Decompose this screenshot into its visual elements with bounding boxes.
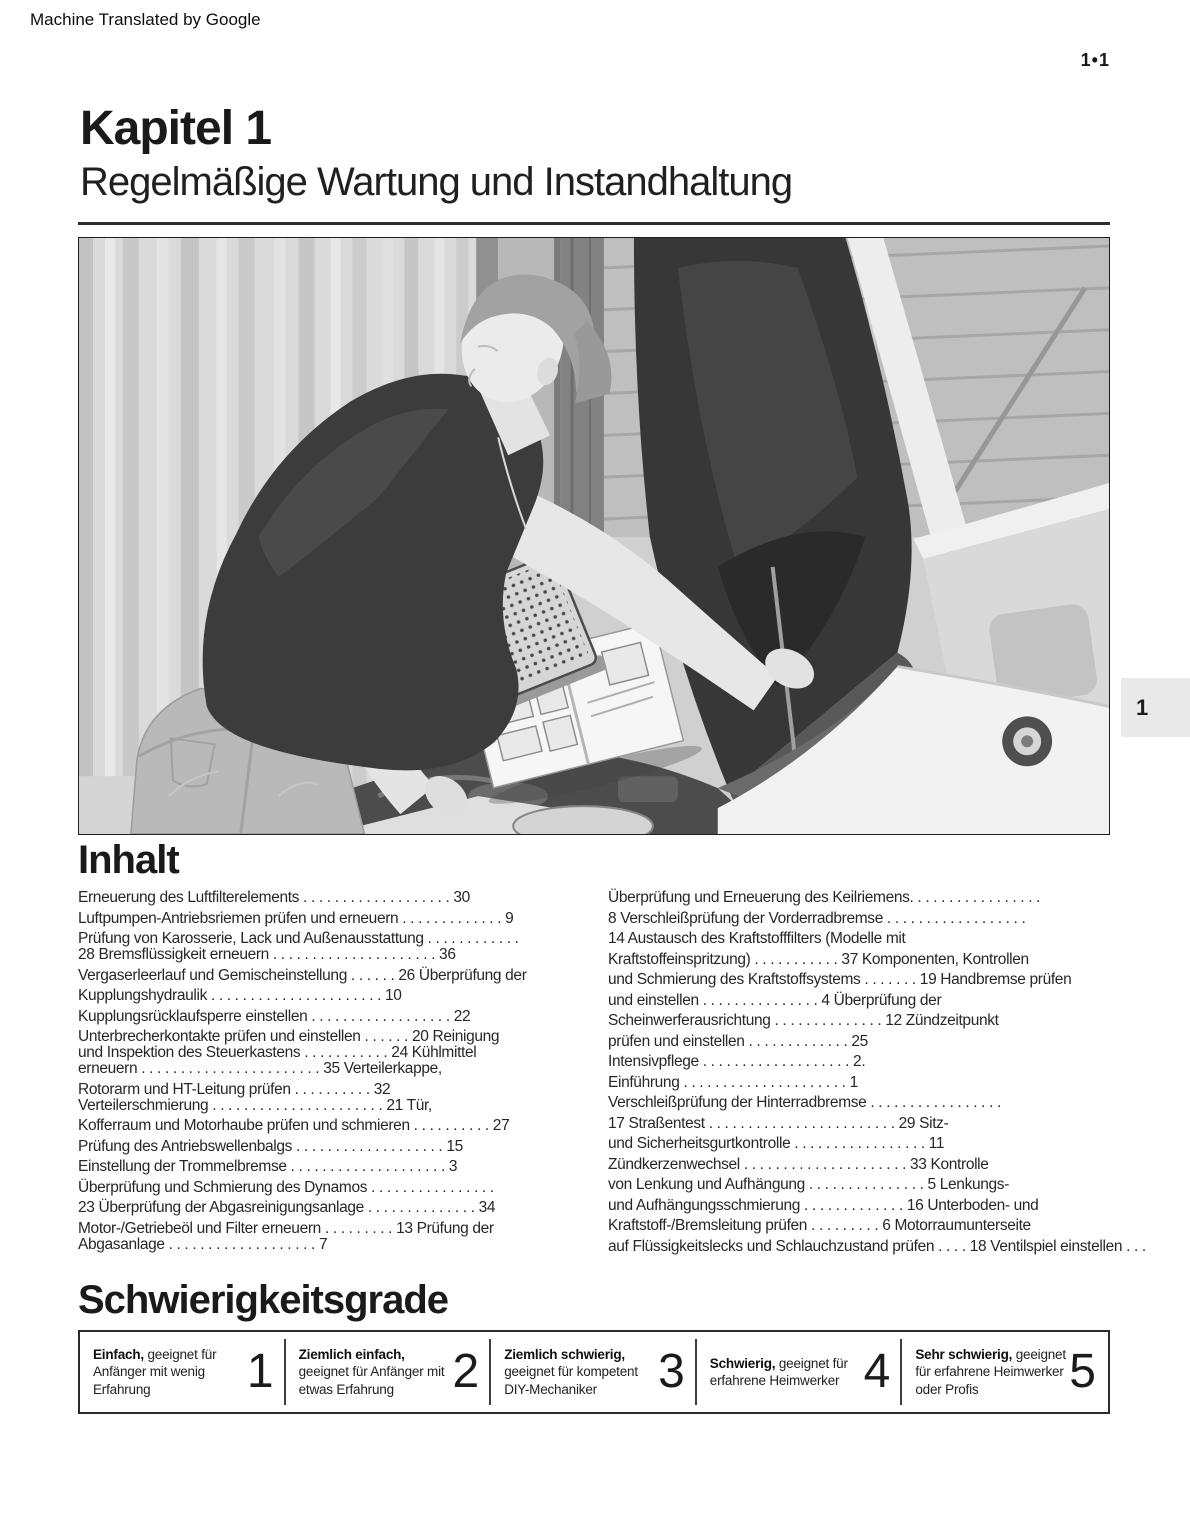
difficulty-number: 1: [246, 1345, 274, 1398]
toc-column-right: [608, 889, 1190, 1258]
difficulty-scale-box: [78, 1330, 1110, 1414]
toc-entry: [78, 910, 578, 931]
page-number: 1•1: [1080, 50, 1110, 70]
toc-entry: [608, 1135, 1190, 1156]
toc-line: und Inspektion des Steuerkastens . . . . . . . . . . . 24 Kühlmittel: [78, 1044, 477, 1061]
header-rule: [78, 222, 1110, 225]
difficulty-number: 4: [863, 1345, 891, 1398]
contents-heading: Inhalt: [78, 838, 179, 882]
chapter-photo: [78, 237, 1110, 835]
toc-line: Luftpumpen-Antriebsriemen prüfen und erneuern . . . . . . . . . . . . . 9: [78, 909, 514, 927]
toc-line: Vergaserleerlauf und Gemischeinstellung . . . . . . 26 Überprüfung der: [78, 966, 527, 984]
table-of-contents: [78, 889, 1188, 1258]
toc-line: 23 Überprüfung der Abgasreinigungsanlage . . . . . . . . . . . . . . 34: [78, 1199, 496, 1216]
toc-entry: [608, 1094, 1190, 1115]
difficulty-number: 2: [452, 1345, 480, 1398]
photo-illustration: [79, 238, 1109, 834]
difficulty-description: Schwierig, geeignet für erfahrene Heimwerker: [709, 1355, 848, 1388]
side-tab-label: 1: [1136, 694, 1149, 720]
toc-line: und Sicherheitsgurtkontrolle . . . . . . . . . . . . . . . . . 11: [608, 1135, 945, 1152]
toc-line: und Aufhängungsschmierung . . . . . . . . . . . . . 16 Unterboden- und: [608, 1196, 1039, 1214]
toc-line: Zündkerzenwechsel . . . . . . . . . . . . . . . . . . . . . 33 Kontrolle: [608, 1155, 989, 1173]
toc-line: Erneuerung des Luftfilterelements . . . . . . . . . . . . . . . . . . . 30: [78, 889, 470, 906]
toc-line: Prüfung des Antriebswellenbalgs . . . . . . . . . . . . . . . . . . . 15: [78, 1137, 463, 1155]
toc-line: und einstellen . . . . . . . . . . . . . . . 4 Überprüfung der: [608, 991, 942, 1009]
translation-watermark: Machine Translated by Google: [30, 10, 261, 29]
toc-line: Rotorarm und HT-Leitung prüfen . . . . . . . . . . 32: [78, 1080, 391, 1098]
toc-line: Abgasanlage . . . . . . . . . . . . . . . . . . . 7: [78, 1235, 328, 1253]
difficulty-number: 3: [658, 1345, 685, 1398]
toc-line: Prüfung von Karosserie, Lack und Außenausstattung . . . . . . . . . . . .: [78, 930, 519, 947]
chapter-title: Regelmäßige Wartung und Instandhaltung: [80, 160, 793, 204]
toc-entry: [78, 1028, 578, 1081]
toc-entry: [608, 889, 1190, 910]
toc-entry: [608, 930, 1190, 1053]
toc-line: erneuern . . . . . . . . . . . . . . . . . . . . . . . 35 Verteilerkappe,: [78, 1060, 442, 1077]
toc-entry: [608, 910, 1190, 931]
toc-entry: [608, 1074, 1190, 1095]
toc-line: prüfen und einstellen . . . . . . . . . . . . . 25: [608, 1032, 868, 1050]
toc-entry: [78, 1008, 578, 1029]
toc-line: Kraftstoffeinspritzung) . . . . . . . . . . . 37 Komponenten, Kontrollen: [608, 950, 1029, 968]
toc-line: Scheinwerferausrichtung . . . . . . . . . . . . . . 12 Zündzeitpunkt: [608, 1012, 999, 1029]
difficulty-description: Sehr schwierig, geeignet für erfahrene Heimwerker oder Profis: [915, 1346, 1066, 1397]
toc-entry: [78, 889, 578, 910]
toc-line: Überprüfung und Schmierung des Dynamos . . . . . . . . . . . . . . . .: [78, 1178, 494, 1196]
toc-entry: [78, 930, 578, 967]
toc-entry: [608, 1197, 1190, 1238]
difficulty-description: Einfach, geeignet für Anfänger mit wenig Erfahrung: [93, 1346, 217, 1397]
toc-line: Intensivpflege . . . . . . . . . . . . . . . . . . . 2.: [608, 1053, 866, 1070]
toc-entry: [608, 1156, 1190, 1177]
toc-entry: [608, 1176, 1190, 1197]
toc-entry: [78, 1220, 578, 1257]
difficulty-level-2: [286, 1332, 492, 1412]
toc-line: Unterbrecherkontakte prüfen und einstellen . . . . . . 20 Reinigung: [78, 1028, 500, 1045]
toc-line: Motor-/Getriebeöl und Filter erneuern . . . . . . . . . 13 Prüfung der: [78, 1219, 494, 1237]
toc-line: 28 Bremsflüssigkeit erneuern . . . . . . . . . . . . . . . . . . . . . 36: [78, 946, 456, 963]
toc-line: Kofferraum und Motorhaube prüfen und schmieren . . . . . . . . . . 27: [78, 1117, 510, 1134]
toc-line: Kupplungsrücklaufsperre einstellen . . . . . . . . . . . . . . . . . . 22: [78, 1007, 471, 1025]
difficulty-level-4: [697, 1332, 903, 1412]
toc-entry: [78, 1158, 578, 1179]
toc-line: 17 Straßentest . . . . . . . . . . . . . . . . . . . . . . . . 29 Sitz-: [608, 1114, 949, 1132]
toc-line: Einstellung der Trommelbremse . . . . . . . . . . . . . . . . . . . . 3: [78, 1158, 458, 1175]
difficulty-heading: Schwierigkeitsgrade: [78, 1278, 449, 1322]
toc-line: auf Flüssigkeitslecks und Schlauchzustand prüfen . . . . 18 Ventilspiel einstellen . . .: [608, 1237, 1146, 1255]
toc-line: von Lenkung und Aufhängung . . . . . . . . . . . . . . . 5 Lenkungs-: [608, 1176, 1010, 1193]
toc-line: Verteilerschmierung . . . . . . . . . . . . . . . . . . . . . . 21 Tür,: [78, 1096, 432, 1114]
toc-entry: [608, 1053, 1190, 1074]
chapter-side-tab: [1121, 678, 1190, 737]
toc-line: und Schmierung des Kraftstoffsystems . . . . . . . 19 Handbremse prüfen: [608, 971, 1072, 988]
toc-line: Verschleißprüfung der Hinterradbremse . . . . . . . . . . . . . . . . .: [608, 1094, 1001, 1111]
toc-line: 8 Verschleißprüfung der Vorderradbremse . . . . . . . . . . . . . . . . . .: [608, 909, 1026, 927]
toc-entry: [78, 1179, 578, 1220]
toc-line: Überprüfung und Erneuerung des Keilriemens. . . . . . . . . . . . . . . . .: [608, 889, 1041, 906]
toc-entry: [78, 1081, 578, 1118]
difficulty-level-5: [902, 1332, 1108, 1412]
toc-entry: [608, 1115, 1190, 1136]
difficulty-description: Ziemlich schwierig, geeignet für kompetent DIY-Mechaniker: [504, 1346, 638, 1397]
toc-line: Kraftstoff-/Bremsleitung prüfen . . . . . . . . . 6 Motorraumunterseite: [608, 1217, 1031, 1234]
toc-line: Kupplungshydraulik . . . . . . . . . . . . . . . . . . . . . . 10: [78, 987, 402, 1004]
difficulty-level-1: [80, 1332, 286, 1412]
toc-line: Einführung . . . . . . . . . . . . . . . . . . . . . 1: [608, 1073, 858, 1091]
chapter-label: Kapitel 1: [80, 102, 272, 155]
toc-entry: [78, 967, 578, 1008]
toc-entry: [78, 1117, 578, 1138]
toc-entry: [608, 1238, 1190, 1259]
difficulty-description: Ziemlich einfach, geeignet für Anfänger mit etwas Erfahrung: [298, 1346, 445, 1397]
difficulty-level-3: [491, 1332, 697, 1412]
toc-line: 14 Austausch des Kraftstofffilters (Modelle mit: [608, 930, 906, 947]
difficulty-number: 5: [1069, 1345, 1096, 1398]
toc-column-left: [78, 889, 578, 1258]
toc-entry: [78, 1138, 578, 1159]
